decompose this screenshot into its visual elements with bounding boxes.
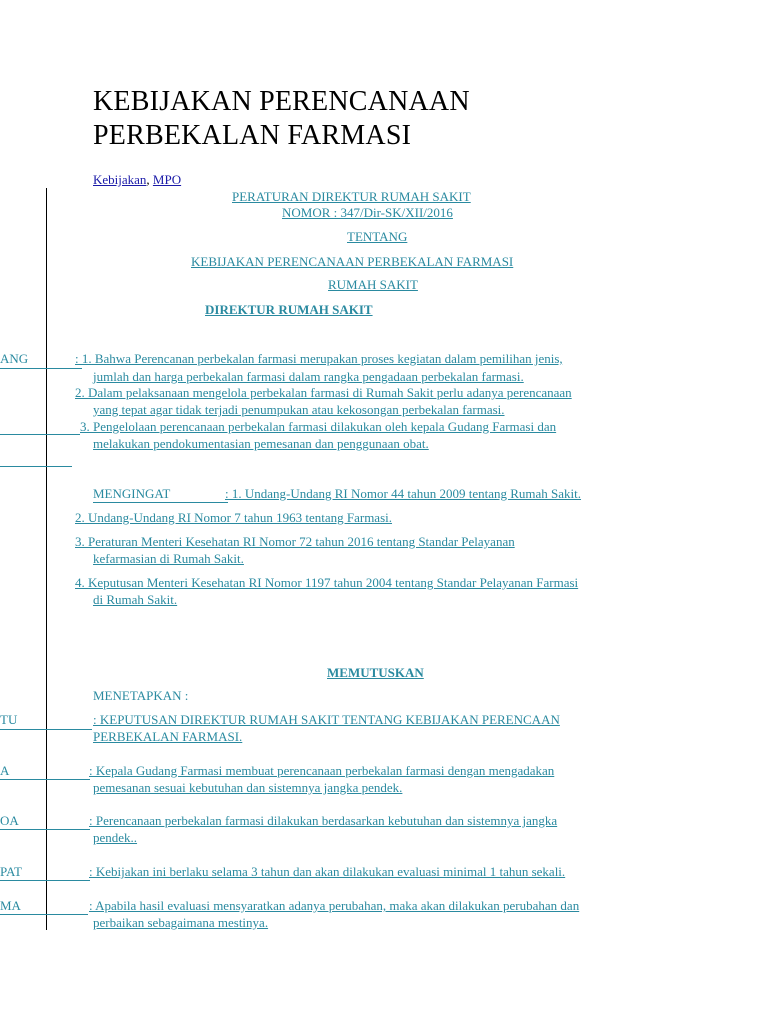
decision-item-2-line1: : Kepala Gudang Farmasi membuat perencanaan perbekalan farmasi dengan mengadakan [89,763,555,778]
considering-item2-line1: 2. Dalam pelaksanaan mengelola perbekalan farmasi di Rumah Sakit perlu adanya perencanaan [75,385,572,400]
decision-item-3-line2: pendek.. [93,830,138,845]
decision-rule-4 [0,880,90,881]
decree-subject: KEBIJAKAN PERENCANAAN PERBEKALAN FARMASI [191,254,514,269]
considering-item2-line2: yang tepat agar tidak terjadi penumpukan atau kekosongan perbekalan farmasi. [93,402,505,417]
considering-rule-3 [0,466,72,467]
remembering-label: MENGINGAT [93,486,171,501]
remembering-item4-line2: di Rumah Sakit. [93,592,178,607]
considering-item1-line2: jumlah dan harga perbekalan farmasi dalam rangka pengadaan perbekalan farmasi. [93,369,524,384]
considering-rule [0,368,82,369]
decision-item-1-line1: : KEPUTUSAN DIREKTUR RUMAH SAKIT TENTANG KEBIJAKAN PERENCAAN [93,712,560,727]
remembering-item1: : 1. Undang-Undang RI Nomor 44 tahun 2009 tentang Rumah Sakit. [225,486,582,501]
decree-about: TENTANG [347,229,408,244]
establish-label: MENETAPKAN : [93,688,189,703]
decision-item-1-line2: PERBEKALAN FARMASI. [93,729,243,744]
decision-item-label-5: MA [0,898,21,913]
considering-item3-line1: 3. Pengelolaan perencanaan perbekalan farmasi dilakukan oleh kepala Gudang Farmasi dan [80,419,557,434]
tag-link-kebijakan[interactable]: Kebijakan [93,172,147,187]
decision-rule-3 [0,829,90,830]
decree-issuer: PERATURAN DIREKTUR RUMAH SAKIT [232,189,471,204]
document-title-line1: KEBIJAKAN PERENCANAAN [93,86,470,117]
decision-item-5-line2: perbaikan sebagaimana mestinya. [93,915,269,930]
decree-number: NOMOR : 347/Dir-SK/XII/2016 [282,205,453,220]
document-title-line2: PERBEKALAN FARMASI [93,120,412,151]
decision-rule-1 [0,729,92,730]
deciding-heading: MEMUTUSKAN [327,665,424,680]
decision-rule-2 [0,779,90,780]
considering-label: ANG [0,351,29,366]
decision-item-label-2: A [0,763,10,778]
decision-item-label-1: TU [0,712,18,727]
decision-item-label-4: PAT [0,864,22,879]
decision-item-2-line2: pemesanan sesuai kebutuhan dan sistemnya jangka pendek. [93,780,403,795]
tag-separator: , [146,172,153,187]
considering-rule-2 [0,434,80,435]
decision-item-4-line1: : Kebijakan ini berlaku selama 3 tahun dan akan dilakukan evaluasi minimal 1 tahun sekali. [89,864,566,879]
remembering-item3-line2: kefarmasian di Rumah Sakit. [93,551,244,566]
remembering-item4-line1: 4. Keputusan Menteri Kesehatan RI Nomor 1197 tahun 2004 tentang Standar Pelayanan Farmasi [75,575,579,590]
left-border-line [46,188,47,930]
remembering-rule [93,502,228,503]
considering-item3-line2: melakukan pendokumentasian pemesanan dan penggunaan obat. [93,436,429,451]
remembering-item3-line1: 3. Peraturan Menteri Kesehatan RI Nomor 72 tahun 2016 tentang Standar Pelayanan [75,534,515,549]
decision-item-label-3: OA [0,813,19,828]
tag-list [93,172,181,188]
decision-rule-5 [0,914,88,915]
decision-item-5-line1: : Apabila hasil evaluasi mensyaratkan adanya perubahan, maka akan dilakukan perubahan dan [89,898,580,913]
remembering-item2: 2. Undang-Undang RI Nomor 7 tahun 1963 tentang Farmasi. [75,510,393,525]
decree-hospital: RUMAH SAKIT [328,277,418,292]
decree-director: DIREKTUR RUMAH SAKIT [205,302,373,317]
decision-item-3-line1: : Perencanaan perbekalan farmasi dilakukan berdasarkan kebutuhan dan sistemnya jangka [89,813,558,828]
tag-link-mpo[interactable]: MPO [152,172,182,187]
considering-item1-line1: : 1. Bahwa Perencanan perbekalan farmasi merupakan proses kegiatan dalam pemilihan jenis, [75,351,563,366]
